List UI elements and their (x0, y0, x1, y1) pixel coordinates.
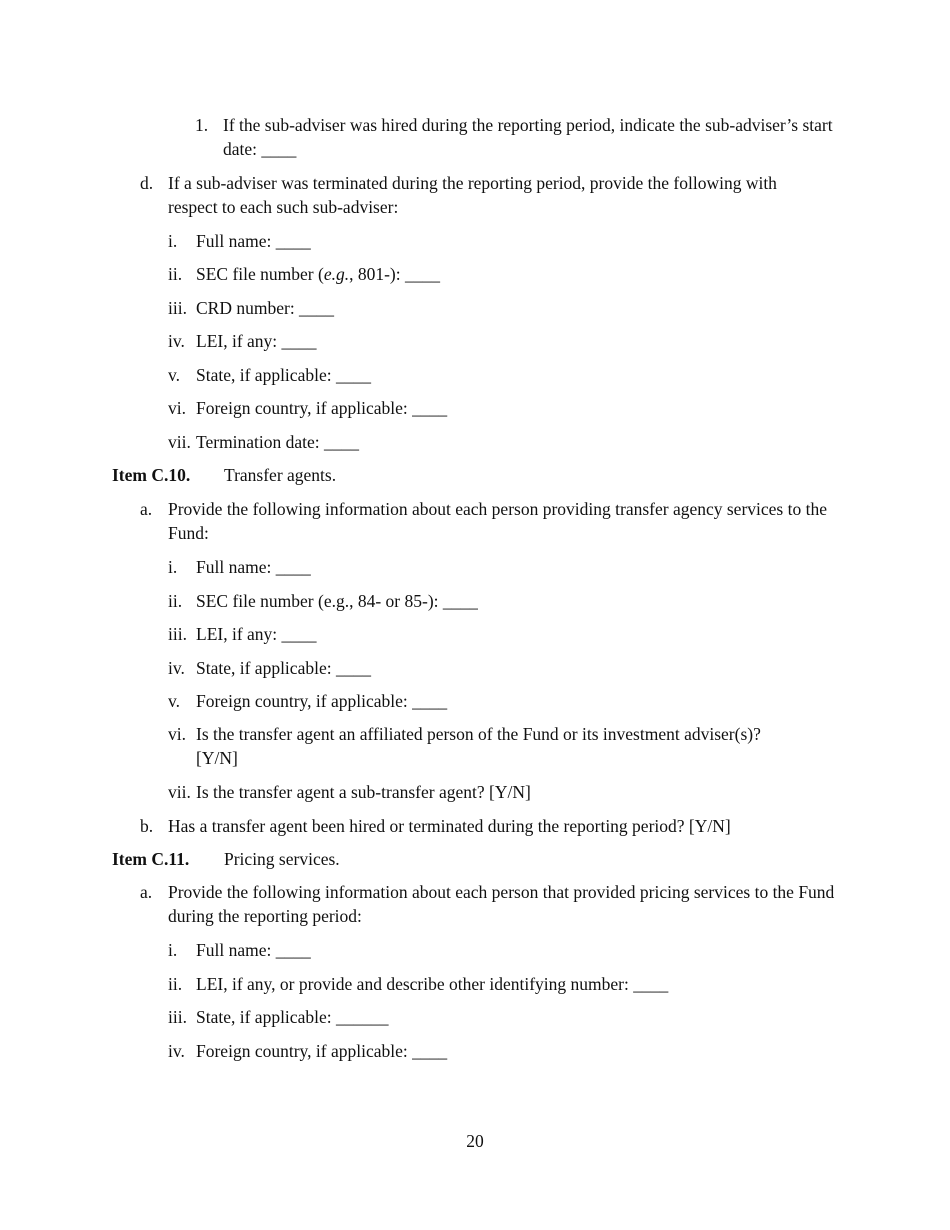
list-marker: i. (168, 940, 178, 960)
list-text: Full name: ____ (196, 557, 311, 577)
item-label: Item C.10. (112, 465, 191, 485)
list-marker: a. (140, 499, 153, 519)
list-text: Foreign country, if applicable: ____ (196, 398, 448, 418)
list-text: Provide the following information about each person that provided pricing services to the Fund during the reporting period: (168, 882, 835, 926)
item-label: Item C.11. (112, 849, 190, 869)
list-marker: ii. (168, 264, 183, 284)
list-marker: ii. (168, 591, 183, 611)
list-marker: iv. (168, 331, 185, 351)
list-marker: vi. (168, 724, 186, 744)
list-text: SEC file number (e.g., 84- or 85-): ____ (196, 591, 478, 611)
list-text: Provide the following information about each person providing transfer agency services to the Fund: (168, 499, 827, 543)
list-text: State, if applicable: ____ (196, 365, 371, 385)
list-text: SEC file number (e.g., 801-): ____ (196, 264, 441, 284)
list-text: If the sub-adviser was hired during the reporting period, indicate the sub-adviser’s start date: ____ (223, 115, 833, 159)
list-marker: vi. (168, 398, 186, 418)
list-text: LEI, if any: ____ (196, 331, 317, 351)
list-text: CRD number: ____ (196, 298, 335, 318)
list-text: Is the transfer agent a sub-transfer agent? [Y/N] (196, 782, 531, 802)
list-marker: v. (168, 365, 180, 385)
list-marker: i. (168, 231, 178, 251)
list-text: State, if applicable: ______ (196, 1007, 389, 1027)
list-marker: b. (140, 816, 154, 836)
list-marker: iv. (168, 1041, 185, 1061)
item-title: Pricing services. (224, 849, 340, 869)
list-text: Termination date: ____ (196, 432, 360, 452)
item-title: Transfer agents. (224, 465, 337, 485)
list-text: If a sub-adviser was terminated during the reporting period, provide the following with respect to each such sub-adviser: (168, 173, 777, 217)
list-marker: ii. (168, 974, 183, 994)
list-text: Has a transfer agent been hired or terminated during the reporting period? [Y/N] (168, 816, 731, 836)
list-marker: d. (140, 173, 154, 193)
list-marker: i. (168, 557, 178, 577)
list-text: LEI, if any: ____ (196, 624, 317, 644)
list-marker: iv. (168, 658, 185, 678)
list-marker: vii. (168, 432, 191, 452)
list-marker: 1. (195, 115, 209, 135)
list-text: Full name: ____ (196, 231, 311, 251)
page-number: 20 (466, 1131, 484, 1151)
list-text: LEI, if any, or provide and describe other identifying number: ____ (196, 974, 669, 994)
list-marker: iii. (168, 298, 187, 318)
list-marker: v. (168, 691, 180, 711)
list-marker: a. (140, 882, 153, 902)
list-text: Is the transfer agent an affiliated person of the Fund or its investment adviser(s)? [Y/N] (196, 724, 761, 768)
list-marker: iii. (168, 624, 187, 644)
list-text: Foreign country, if applicable: ____ (196, 1041, 448, 1061)
list-text: Full name: ____ (196, 940, 311, 960)
list-marker: vii. (168, 782, 191, 802)
list-text: State, if applicable: ____ (196, 658, 371, 678)
list-text: Foreign country, if applicable: ____ (196, 691, 448, 711)
list-marker: iii. (168, 1007, 187, 1027)
